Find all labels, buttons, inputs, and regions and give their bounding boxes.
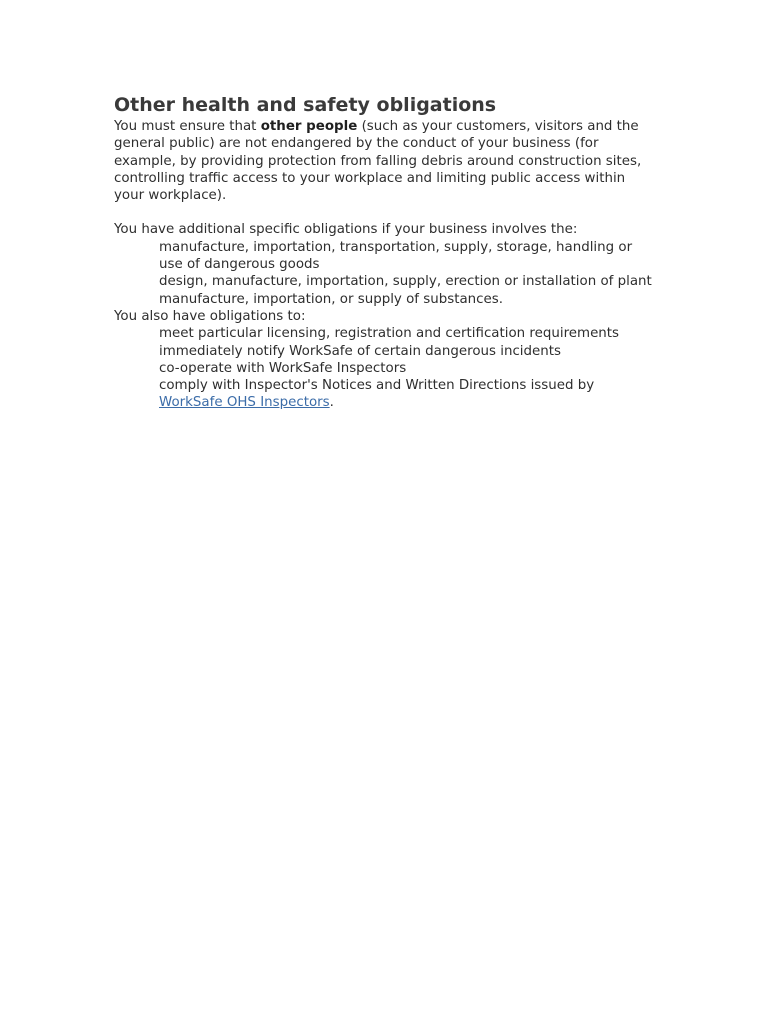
last-item-period: . [329, 395, 334, 411]
page-title: Other health and safety obligations [114, 94, 497, 116]
intro-text-start: You must ensure that [114, 119, 261, 134]
intro-bold-text: other people [260, 119, 358, 134]
list-item: manufacture, importation, transportation, supply, storage, handling or use of dangerous goods [159, 239, 633, 273]
intro-text-end: (such as your customers, visitors and the general public) are not endangered by the conduct of your business (for example, by providing protection from falling debris around construction sites, controlling traffic access to your workplace and limiting public access within your workplace). [114, 119, 642, 204]
paragraph-spacer [114, 204, 659, 221]
list-item: meet particular licensing, registration and certification requirements [159, 326, 620, 342]
list-item: co-operate with WorkSafe Inspectors [159, 360, 407, 376]
specific-obligations-lead: You have additional specific obligations if your business involves the: [114, 222, 578, 238]
list-item: manufacture, importation, or supply of substances. [159, 291, 503, 307]
list-item-last [159, 377, 659, 412]
also-obligations-list [114, 325, 659, 411]
specific-obligations-list [114, 239, 659, 308]
last-item-text: comply with Inspector's Notices and Written Directions issued by [159, 378, 595, 394]
intro-paragraph [114, 118, 659, 204]
document-body [114, 92, 659, 412]
also-obligations-lead: You also have obligations to: [114, 308, 306, 324]
list-item: design, manufacture, importation, supply, erection or installation of plant [159, 274, 652, 290]
list-item: immediately notify WorkSafe of certain dangerous incidents [159, 343, 561, 359]
worksafe-ohs-inspectors-link[interactable]: WorkSafe OHS Inspectors [159, 395, 330, 411]
